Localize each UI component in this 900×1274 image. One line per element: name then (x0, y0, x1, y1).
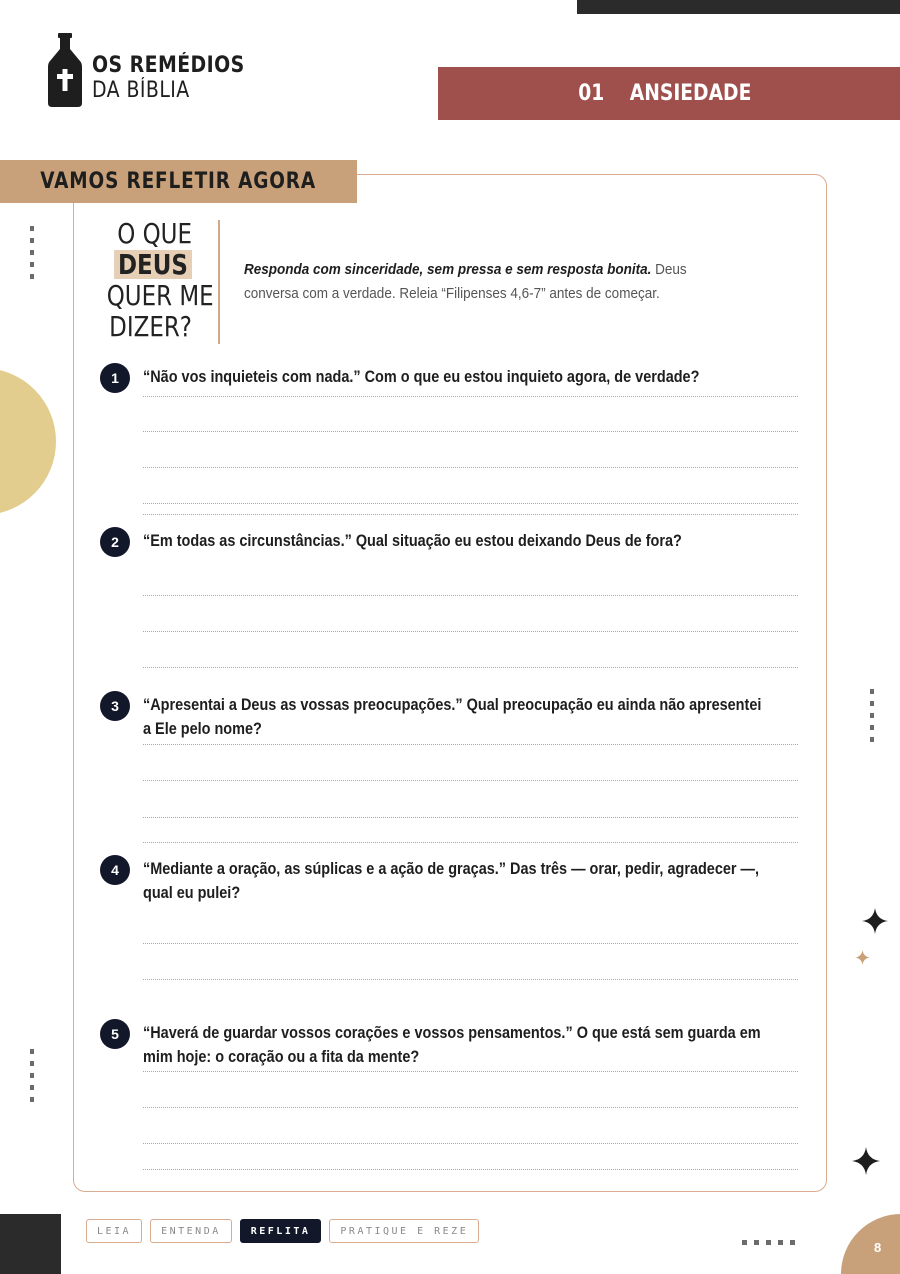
section-tag-label: VAMOS REFLETIR AGORA (40, 169, 317, 194)
question-number-badge: 1 (100, 363, 130, 393)
heading-divider (218, 220, 220, 344)
question-number-badge: 4 (100, 855, 130, 885)
intro-rest: Deus conversa com a verdade. Releia “Filipenses 4,6-7” antes de começar. (244, 261, 687, 302)
question-number-badge: 3 (100, 691, 130, 721)
top-dark-bar (577, 0, 900, 14)
bottle-cross-icon (46, 33, 84, 109)
chapter-number: 01 (578, 81, 605, 106)
section-nav (86, 1219, 479, 1243)
answer-line[interactable] (143, 943, 798, 944)
answer-line[interactable] (143, 842, 798, 843)
answer-line[interactable] (143, 817, 798, 818)
dotted-decoration-left-bottom (30, 1049, 34, 1102)
answer-line[interactable] (143, 667, 798, 668)
gold-semicircle-decoration (0, 368, 56, 515)
answer-line[interactable] (143, 1143, 798, 1144)
question-number-badge: 5 (100, 1019, 130, 1049)
dotted-decoration-footer (742, 1240, 795, 1245)
brand-name-line1: OS REMÉDIOS (92, 53, 245, 78)
heading-line: DIZER? (109, 310, 192, 343)
heading-highlight: DEUS (114, 250, 192, 279)
intro-text (244, 258, 739, 306)
answer-line[interactable] (143, 979, 798, 980)
sparkle-icon (852, 1147, 880, 1175)
question-number-badge: 2 (100, 527, 130, 557)
question-text: “Em todas as circunstâncias.” Qual situação eu estou deixando Deus de fora? (143, 531, 682, 550)
intro-bold: Responda com sinceridade, sem pressa e sem resposta bonita. (244, 261, 652, 278)
footer-dark-block (0, 1214, 61, 1274)
dotted-decoration-left-top (30, 226, 34, 279)
section-tag (0, 160, 357, 203)
nav-tab-pratique-e-reze[interactable]: PRATIQUE E REZE (329, 1219, 479, 1243)
chapter-title: ANSIEDADE (629, 81, 752, 106)
question-text: “Não vos inquieteis com nada.” Com o que eu estou inquieto agora, de verdade? (143, 367, 700, 386)
answer-line[interactable] (143, 595, 798, 596)
small-sparkle-icon (855, 950, 870, 965)
answer-line[interactable] (143, 514, 798, 515)
heading-line: O QUE (117, 217, 192, 250)
answer-line[interactable] (143, 396, 798, 397)
answer-line[interactable] (143, 631, 798, 632)
answer-line[interactable] (143, 744, 798, 745)
question-text: “Mediante a oração, as súplicas e a ação de graças.” Das três — orar, pedir, agradecer —, qual eu pulei? (143, 859, 760, 902)
page-number-badge (841, 1214, 900, 1274)
answer-line[interactable] (143, 503, 798, 504)
question-text: “Apresentai a Deus as vossas preocupações.” Qual preocupação eu ainda não apresentei a Ele pelo nome? (143, 695, 762, 738)
chapter-banner (438, 67, 900, 120)
answer-line[interactable] (143, 467, 798, 468)
heading-line: QUER ME (106, 279, 214, 312)
nav-tab-leia[interactable]: LEIA (86, 1219, 142, 1243)
brand-name-line2: DA BÍBLIA (92, 78, 190, 103)
brand-logo (46, 33, 246, 111)
answer-line[interactable] (143, 1107, 798, 1108)
answer-line[interactable] (143, 780, 798, 781)
page-number: 8 (874, 1240, 882, 1255)
sparkle-icon (862, 908, 888, 934)
section-heading (88, 217, 214, 343)
answer-line[interactable] (143, 1169, 798, 1170)
answer-line[interactable] (143, 1071, 798, 1072)
dotted-decoration-right (870, 689, 874, 742)
nav-tab-entenda[interactable]: ENTENDA (150, 1219, 232, 1243)
nav-tab-reflita[interactable]: REFLITA (240, 1219, 322, 1243)
answer-line[interactable] (143, 431, 798, 432)
question-text: “Haverá de guardar vossos corações e vossos pensamentos.” O que está sem guarda em mim hoje: o coração ou a fita da mente? (143, 1023, 761, 1066)
